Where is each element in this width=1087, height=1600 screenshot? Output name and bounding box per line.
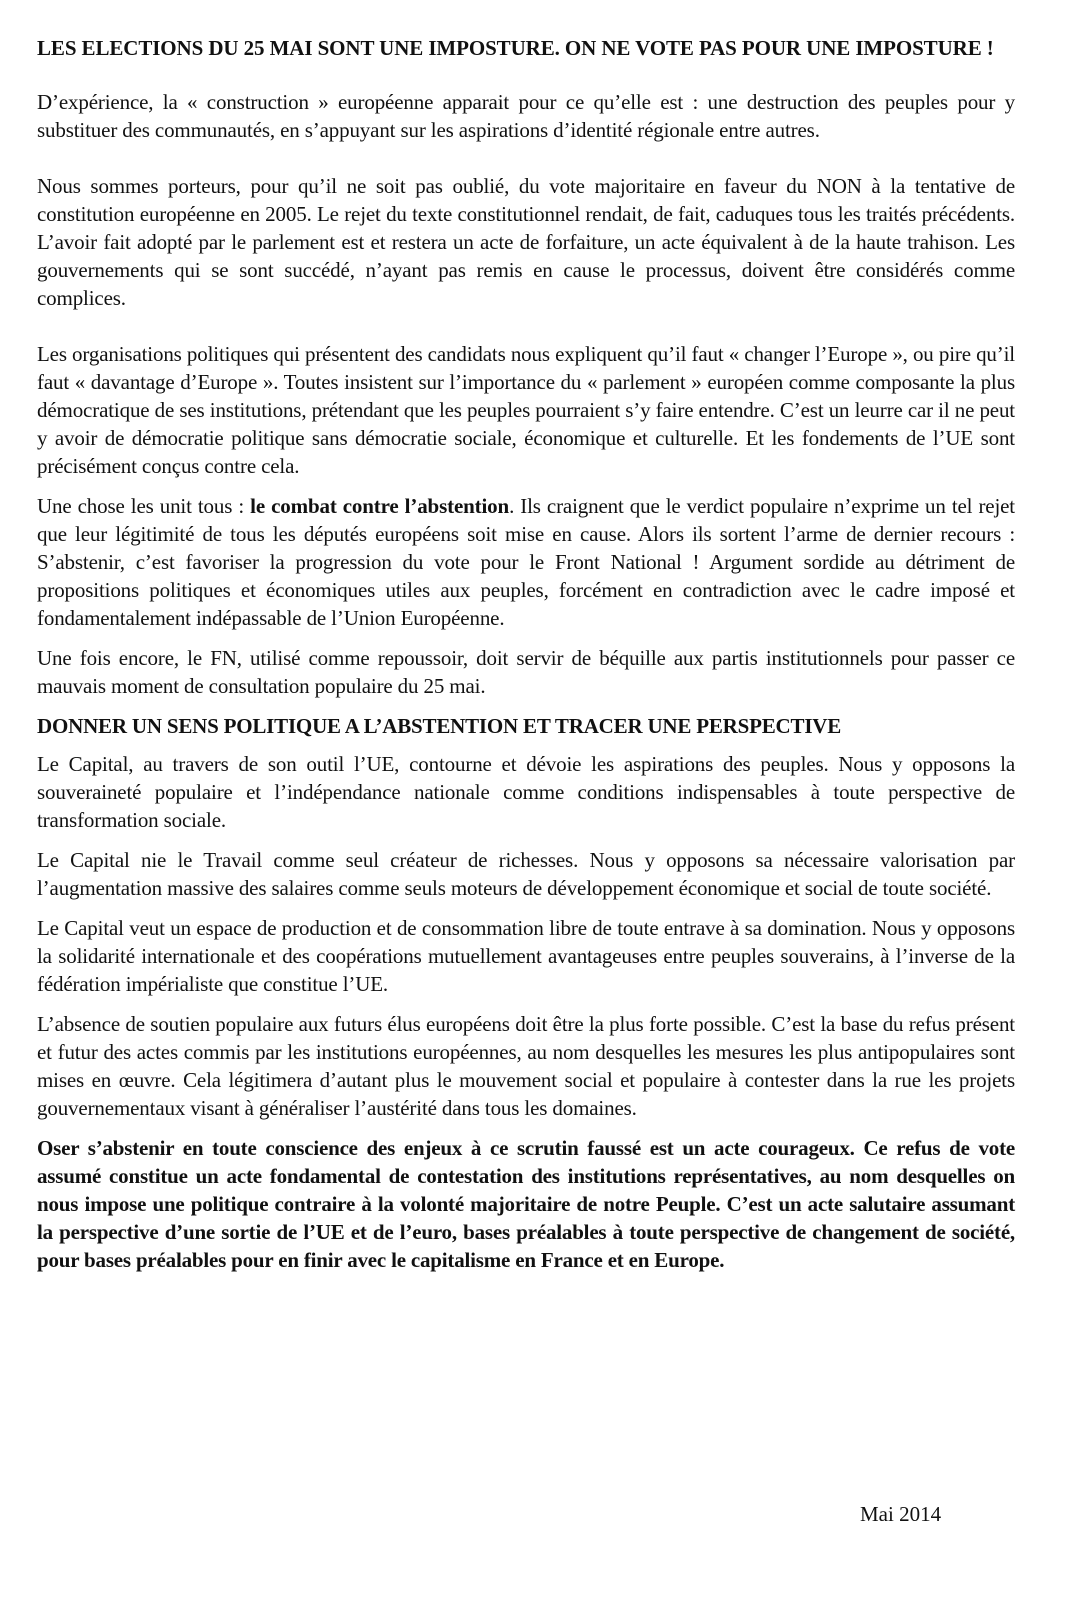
- paragraph-absence-soutien: L’absence de soutien populaire aux futurs élus européens doit être la plus forte possible. C’est la base du refus présent et futur des actes commis par les institutions européennes, au nom desquelles les mesures les plus antipopulaires sont mises en œuvre. Cela légitimera d’autant plus le mouvement social et populaire à contester dans la rue les projets gouvernementaux visant à généraliser l’austérité dans tous les domaines.: [37, 1012, 1015, 1120]
- section-heading: DONNER UN SENS POLITIQUE A L’ABSTENTION ET TRACER UNE PERSPECTIVE: [37, 714, 842, 738]
- paragraph-capital-ue: Le Capital, au travers de son outil l’UE, contourne et dévoie les aspirations des peuples. Nous y opposons la souveraineté populaire et l’indépendance nationale comme conditions indispensables à toute perspective de transformation sociale.: [37, 752, 1015, 832]
- paragraph-construction-europeenne: D’expérience, la « construction » européenne apparait pour ce qu’elle est : une destruction des peuples pour y substituer des communautés, en s’appuyant sur les aspirations d’identité régionale entre autres.: [37, 90, 1015, 142]
- paragraph-combat-abstention: [37, 492, 1015, 632]
- document-title: LES ELECTIONS DU 25 MAI SONT UNE IMPOSTURE. ON NE VOTE PAS POUR UNE IMPOSTURE !: [37, 36, 994, 60]
- paragraph-abstention-intro: Une chose les unit tous :: [37, 494, 251, 518]
- paragraph-fn-repoussoir: Une fois encore, le FN, utilisé comme repoussoir, doit servir de béquille aux partis institutionnels pour passer ce mauvais moment de consultation populaire du 25 mai.: [37, 646, 1015, 698]
- paragraph-capital-espace: Le Capital veut un espace de production et de consommation libre de toute entrave à sa domination. Nous y opposons la solidarité internationale et des coopérations mutuellement avantageuses entre peuples souverains, à l’inverse de la fédération impérialiste que constitue l’UE.: [37, 916, 1015, 996]
- signature-date: Mai 2014: [860, 1502, 942, 1526]
- paragraph-organisations-politiques: Les organisations politiques qui présentent des candidats nous expliquent qu’il faut « changer l’Europe », ou pire qu’il faut « davantage d’Europe ». Toutes insistent sur l’importance du « parlement » européen comme composante la plus démocratique de ses institutions, prétendant que les peuples pourraient s’y faire entendre. C’est un leurre car il ne peut y avoir de démocratie politique sans démocratie sociale, économique et culturelle. Et les fondements de l’UE sont précisément conçus contre cela.: [37, 342, 1015, 478]
- paragraph-vote-non-2005: Nous sommes porteurs, pour qu’il ne soit pas oublié, du vote majoritaire en faveur du NON à la tentative de constitution européenne en 2005. Le rejet du texte constitutionnel rendait, de fait, caduques tous les traités précédents. L’avoir fait adopté par le parlement est et restera un acte de forfaiture, un acte équivalent à de la haute trahison. Les gouvernements qui se sont succédé, n’ayant pas remis en cause le processus, doivent être considérés comme complices.: [37, 174, 1015, 310]
- paragraph-conclusion: Oser s’abstenir en toute conscience des enjeux à ce scrutin faussé est un acte courageux. Ce refus de vote assumé constitue un acte fondamental de contestation des institutions représentatives, au nom desquelles on nous impose une politique contraire à la volonté majoritaire de notre Peuple. C’est un acte salutaire assumant la perspective d’une sortie de l’UE et de l’euro, bases préalables à toute perspective de changement de société, pour bases préalables pour en finir avec le capitalisme en France et en Europe.: [37, 1136, 1015, 1272]
- document-page: [37, 34, 1015, 1274]
- paragraph-capital-travail: Le Capital nie le Travail comme seul créateur de richesses. Nous y opposons sa nécessaire valorisation par l’augmentation massive des salaires comme seuls moteurs de développement économique et social de toute société.: [37, 848, 1015, 900]
- emphasis-combat-abstention: le combat contre l’abstention: [250, 494, 510, 518]
- paragraph-abstention-body: . Ils craignent que le verdict populaire n’exprime un tel rejet que leur légitimité de tous les députés européens soit mise en cause. Alors ils sortent l’arme de dernier recours : S’abstenir, c’est favoriser la progression du vote pour le Front National ! Argument sordide au détriment de propositions politiques et économiques utiles aux peuples, forcément en contradiction avec le cadre imposé et fondamentalement indépassable de l’Union Européenne.: [37, 494, 1015, 630]
